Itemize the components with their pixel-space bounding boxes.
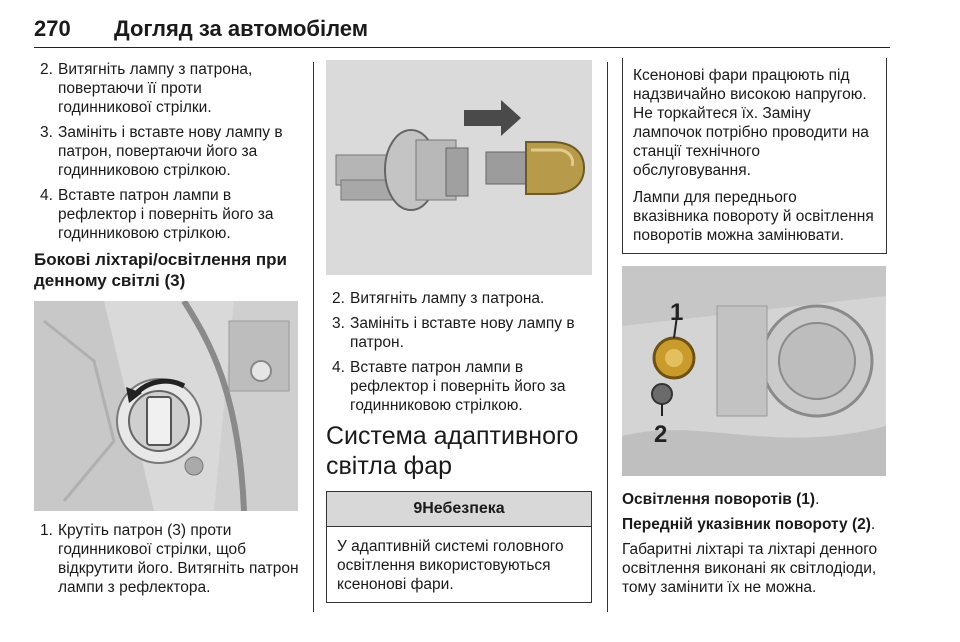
photo-label-2: 2	[654, 421, 668, 448]
column-1	[34, 60, 299, 603]
warning-continuation-box	[622, 58, 887, 254]
column-divider-2	[607, 62, 608, 612]
warning-triangle-icon: 9	[413, 500, 423, 517]
list-item: 4. Вставте патрон лампи в рефлектор і поверніть його за годинниковою стрілкою.	[332, 359, 566, 414]
info-paragraph: Ксенонові фари працюють під надзвичайно високою напругою. Не торкайтеся їх. Заміну лампочок потрібно проводити на станції технічного обслуговування.	[633, 67, 869, 179]
warning-header	[327, 492, 591, 527]
steps-list-top	[34, 60, 299, 243]
page-header	[34, 12, 890, 48]
caption-turn-signal: Передній указівник повороту (2).	[622, 516, 876, 533]
column-2	[326, 60, 592, 603]
column-3	[622, 60, 887, 603]
section-heading-adaptive-lights: Система адаптивного світла фар	[326, 422, 579, 480]
info-paragraph: Лампи для переднього вказівника повороту й освітлення поворотів можна замінювати.	[633, 189, 874, 244]
page-title: Догляд за автомобілем	[114, 16, 369, 41]
list-item: 3. Замініть і вставте нову лампу в патрон, повертаючи його за годинниковою стрілкою.	[40, 124, 283, 179]
subheading-side-lights: Бокові ліхтарі/освітлення при денному світлі (3)	[34, 250, 287, 290]
warning-box	[326, 491, 592, 603]
list-item: 2. Витягніть лампу з патрона, повертаючи її проти годинникової стрілки.	[40, 61, 253, 116]
paragraph-led-lights: Габаритні ліхтарі та ліхтарі денного освітлення виконані як світлодіоди, тому замінити їх не можна.	[622, 541, 878, 596]
photo-bulb-and-socket	[326, 60, 592, 275]
list-item: 1. Крутіть патрон (3) проти годинникової стрілки, щоб відкрутити його. Витягніть патрон лампи з рефлектора.	[40, 522, 299, 596]
caption-cornering-light: Освітлення поворотів (1).	[622, 491, 820, 508]
column-divider-1	[313, 62, 314, 612]
steps-list-bottom	[34, 521, 299, 597]
page-number: 270	[34, 16, 71, 41]
warning-title: Небезпека	[422, 500, 505, 517]
list-item: 2. Витягніть лампу з патрона.	[332, 290, 545, 307]
photo-bulb-holder-rotation	[34, 301, 298, 511]
warning-body: У адаптивній системі головного освітлення використовуються ксенонові фари.	[337, 538, 564, 593]
list-item: 4. Вставте патрон лампи в рефлектор і поверніть його за годинниковою стрілкою.	[40, 187, 274, 242]
photo-label-1: 1	[670, 299, 684, 326]
photo-headlamp-rear	[622, 266, 886, 476]
list-item: 3. Замініть і вставте нову лампу в патрон.	[332, 315, 575, 351]
steps-list	[326, 289, 592, 415]
